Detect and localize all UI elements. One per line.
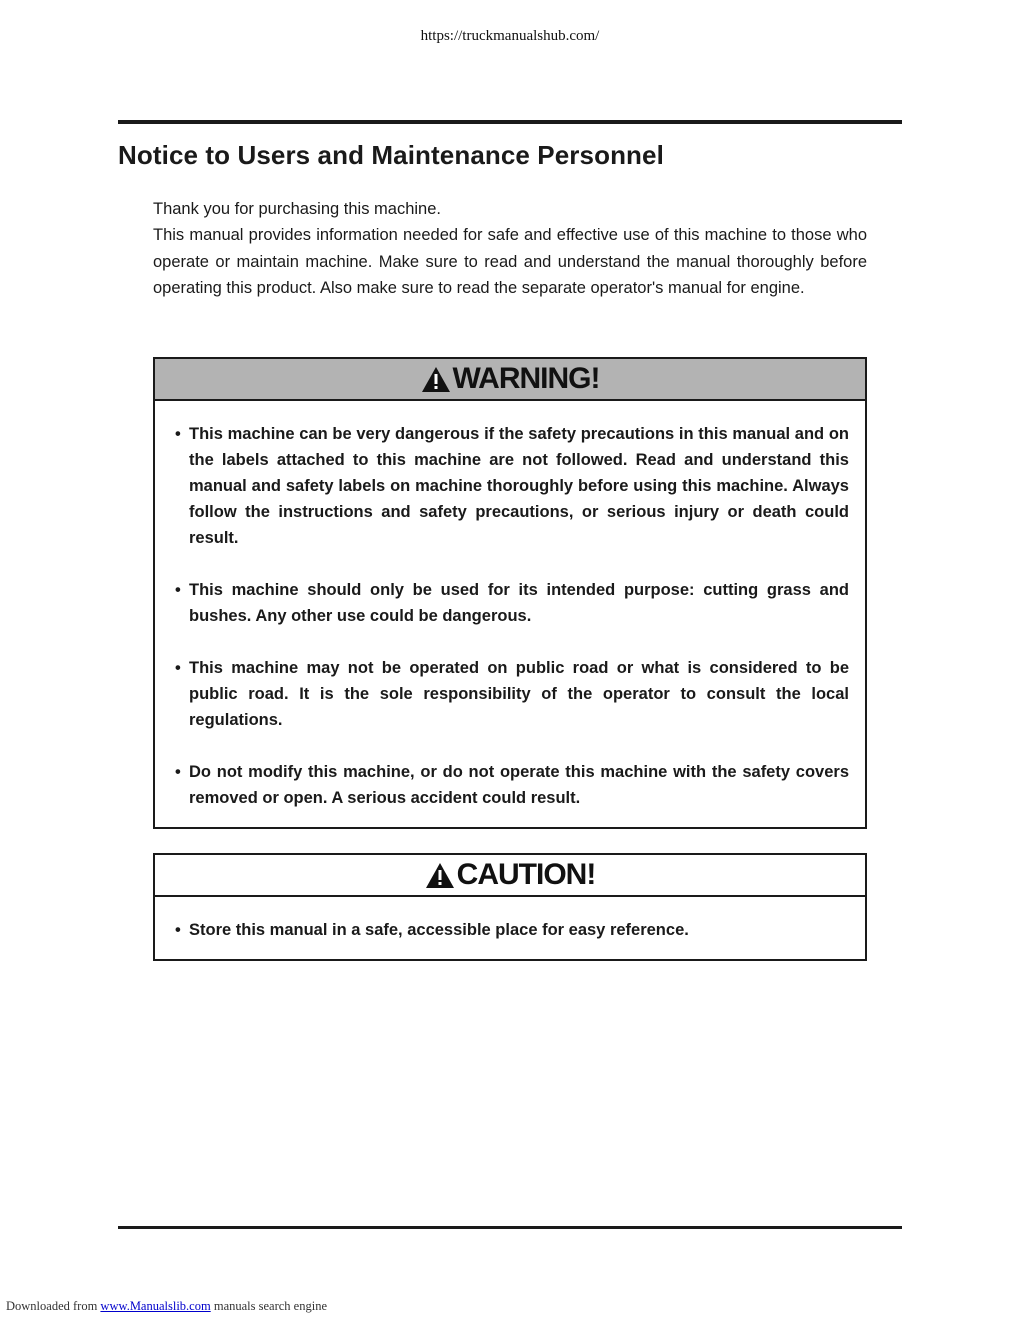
warning-item-text: This machine can be very dangerous if the safety precautions in this manual and on the labels attached to this machine are not followed. Read and understand this manual and safety labels on machine thoroughly before using this machine. Always follow the instructions and safety precautions, or serious injury or death could result. (189, 425, 849, 547)
warning-item-text: This machine should only be used for its intended purpose: cutting grass and bushes. Any other use could be dangerous. (189, 581, 849, 625)
footer (6, 1299, 327, 1314)
page-title: Notice to Users and Maintenance Personnel (118, 140, 664, 170)
warning-item-text: This machine may not be operated on public road or what is considered to be public road. It is the sole responsibility of the operator to consult the local regulations. (189, 659, 849, 729)
caution-item (175, 917, 849, 943)
warning-body (155, 401, 865, 827)
caution-header (155, 855, 865, 897)
warning-header (155, 359, 865, 401)
bullet: • (175, 659, 181, 677)
warning-item (175, 577, 849, 629)
caution-box (153, 853, 867, 961)
bullet: • (175, 921, 181, 939)
bullet: • (175, 763, 181, 781)
warning-item (175, 421, 849, 551)
caution-item-text: Store this manual in a safe, accessible place for easy reference. (189, 921, 689, 939)
caution-body (155, 897, 865, 959)
top-divider (118, 120, 902, 124)
header-url: https://truckmanualshub.com/ (420, 28, 600, 44)
warning-item-text: Do not modify this machine, or do not operate this machine with the safety covers removed or open. A serious accident could result. (189, 763, 849, 807)
warning-box (153, 357, 867, 829)
intro-paragraph: This manual provides information needed for safe and effective use of this machine to those who operate or maintain machine. Make sure to read and understand the manual thoroughly before operating this product. Also make sure to read the separate operator's manual for engine. (153, 226, 867, 297)
bullet: • (175, 581, 181, 599)
intro-text (153, 196, 867, 301)
intro-line: Thank you for purchasing this machine. (153, 200, 441, 218)
manualslib-link[interactable]: www.Manualslib.com (100, 1299, 211, 1313)
warning-item (175, 759, 849, 811)
caution-heading: CAUTION! (456, 858, 596, 891)
warning-item (175, 655, 849, 733)
footer-prefix: Downloaded from (6, 1299, 101, 1313)
bottom-divider (118, 1226, 902, 1229)
warning-triangle-icon (425, 862, 455, 889)
warning-triangle-icon (421, 366, 451, 393)
warning-heading: WARNING! (452, 362, 600, 395)
footer-suffix: manuals search engine (210, 1299, 327, 1313)
bullet: • (175, 425, 181, 443)
